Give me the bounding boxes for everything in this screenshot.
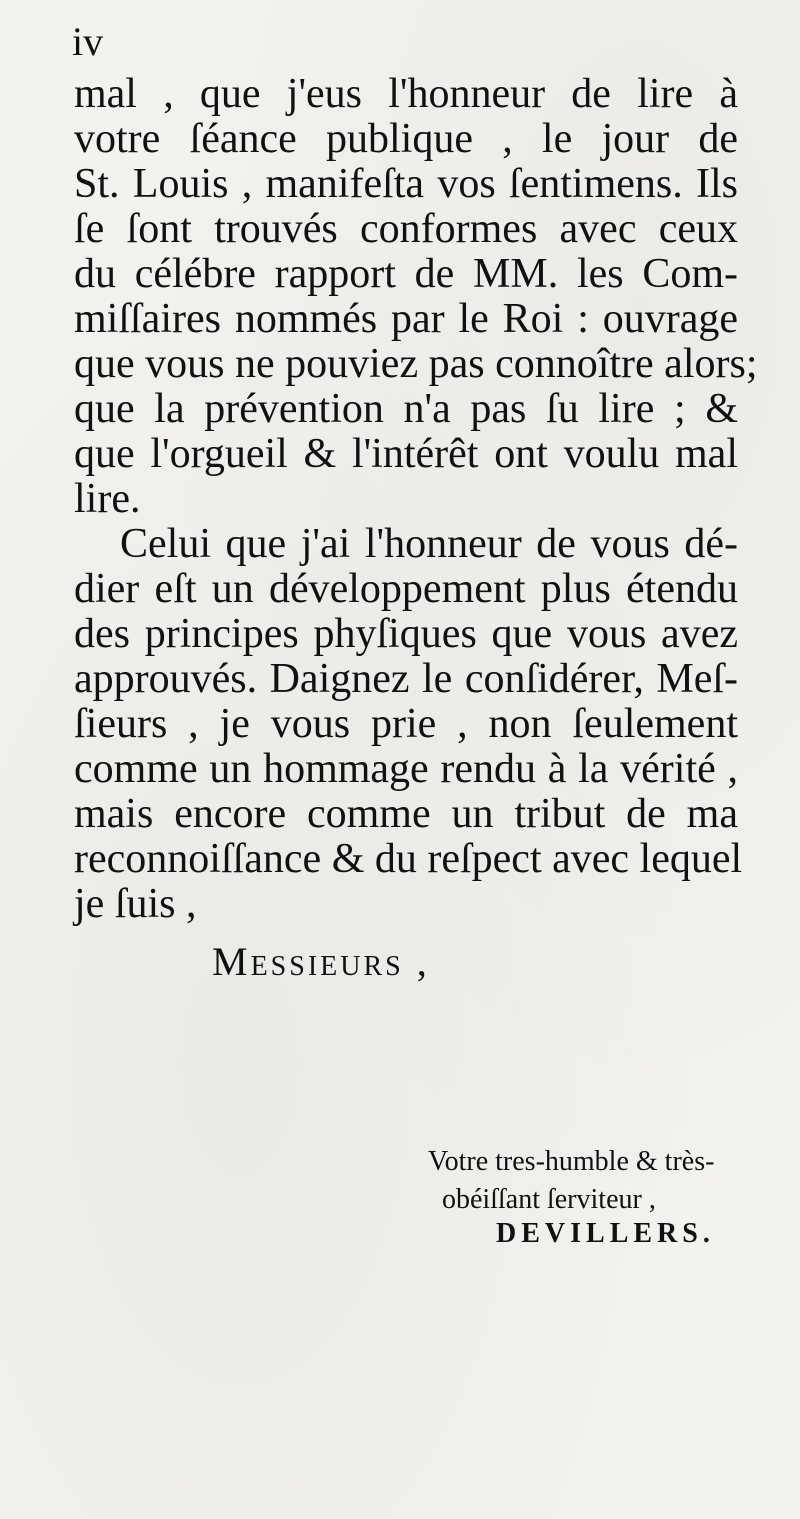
salutation: Messieurs , [212, 939, 430, 984]
closing-line: obéiſſant ſerviteur , [442, 1184, 656, 1215]
text-line: ſe ſont trouvés conformes avec ceux [74, 206, 738, 252]
text-line: dier eſt un développement plus étendu [74, 566, 738, 612]
text-line: que l'orgueil & l'intérêt ont voulu mal [74, 431, 738, 477]
text-line: comme un hommage rendu à la vérité , [74, 746, 738, 792]
text-line: mais encore comme un tribut de ma [74, 791, 738, 837]
body-text [74, 71, 758, 927]
text-line: miſſaires nommés par le Roi : ouvrage [74, 296, 738, 342]
page-number: iv [72, 19, 104, 64]
text-line: que la prévention n'a pas ſu lire ; & [74, 386, 738, 432]
text-line: des principes phyſiques que vous avez [74, 611, 738, 657]
text-line: approuvés. Daignez le conſidérer, Meſ- [74, 656, 738, 702]
text-line: Celui que j'ai l'honneur de vous dé- [120, 521, 738, 567]
text-line: St. Louis , manifeſta vos ſentimens. Ils [74, 161, 738, 207]
text-line: ſieurs , je vous prie , non ſeulement [74, 701, 738, 747]
text-line: que vous ne pouviez pas connoître alors; [74, 341, 758, 387]
text-line: lire. [74, 476, 141, 522]
text-line: votre ſéance publique , le jour de [74, 116, 738, 162]
text-line: je ſuis , [74, 881, 197, 927]
text-line: du célébre rapport de MM. les Com- [74, 251, 738, 297]
text-line: mal , que j'eus l'honneur de lire à [74, 71, 738, 117]
signature: DEVILLERS. [496, 1218, 715, 1249]
closing-formula [428, 1143, 758, 1219]
text-line: reconnoiſſance & du reſpect avec lequel [74, 836, 743, 882]
closing-line: Votre tres-humble & très- [428, 1146, 715, 1177]
